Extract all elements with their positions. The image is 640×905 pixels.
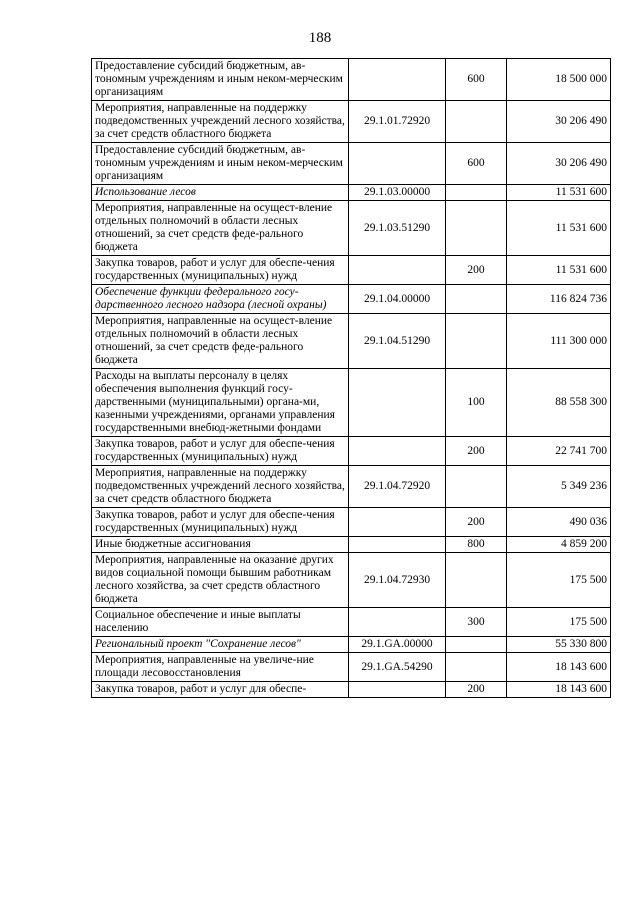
row-code-cell bbox=[349, 369, 446, 437]
row-sum-cell: 5 349 236 bbox=[507, 466, 611, 508]
table-row bbox=[92, 256, 611, 285]
budget-table bbox=[91, 58, 611, 698]
page-number: 188 bbox=[308, 30, 332, 46]
row-sum-cell: 11 531 600 bbox=[507, 256, 611, 285]
row-sum-cell: 55 330 800 bbox=[507, 637, 611, 653]
row-name-cell: Закупка товаров, работ и услуг для обеспе-чения государственных (муниципальных) нужд bbox=[92, 508, 349, 537]
row-type-cell: 300 bbox=[446, 608, 507, 637]
table-row bbox=[92, 185, 611, 201]
row-code-cell: 29.1.03.00000 bbox=[349, 185, 446, 201]
row-name-cell: Мероприятия, направленные на поддержку подведомственных учреждений лесного хозяйства, за счет средств областного бюджета bbox=[92, 101, 349, 143]
row-type-cell: 200 bbox=[446, 437, 507, 466]
table-row bbox=[92, 437, 611, 466]
row-type-cell bbox=[446, 101, 507, 143]
row-name-cell: Иные бюджетные ассигнования bbox=[92, 537, 349, 553]
table-row bbox=[92, 143, 611, 185]
row-sum-cell: 490 036 bbox=[507, 508, 611, 537]
row-type-cell: 600 bbox=[446, 59, 507, 101]
table-row bbox=[92, 508, 611, 537]
row-name-cell: Использование лесов bbox=[92, 185, 349, 201]
row-code-cell bbox=[349, 608, 446, 637]
row-name-cell: Закупка товаров, работ и услуг для обеспе-чения государственных (муниципальных) нужд bbox=[92, 437, 349, 466]
row-name-cell: Региональный проект "Сохранение лесов" bbox=[92, 637, 349, 653]
row-sum-cell: 22 741 700 bbox=[507, 437, 611, 466]
row-sum-cell: 30 206 490 bbox=[507, 143, 611, 185]
row-sum-cell: 4 859 200 bbox=[507, 537, 611, 553]
table-row bbox=[92, 682, 611, 698]
row-code-cell bbox=[349, 537, 446, 553]
row-type-cell bbox=[446, 466, 507, 508]
row-code-cell bbox=[349, 59, 446, 101]
row-type-cell: 200 bbox=[446, 508, 507, 537]
row-type-cell bbox=[446, 314, 507, 369]
table-row bbox=[92, 101, 611, 143]
row-code-cell bbox=[349, 508, 446, 537]
row-type-cell: 100 bbox=[446, 369, 507, 437]
table-row bbox=[92, 201, 611, 256]
row-type-cell: 600 bbox=[446, 143, 507, 185]
row-sum-cell: 18 143 600 bbox=[507, 682, 611, 698]
row-name-cell: Обеспечение функции федерального госу-дарственного лесного надзора (лесной охраны) bbox=[92, 285, 349, 314]
row-sum-cell: 30 206 490 bbox=[507, 101, 611, 143]
row-name-cell: Мероприятия, направленные на оказание других видов социальной помощи бывшим работникам лесного хозяйства, за счет средств областного бюджета bbox=[92, 553, 349, 608]
row-name-cell: Закупка товаров, работ и услуг для обеспе- bbox=[92, 682, 349, 698]
row-type-cell: 200 bbox=[446, 256, 507, 285]
row-code-cell: 29.1.GA.00000 bbox=[349, 637, 446, 653]
row-name-cell: Расходы на выплаты персоналу в целях обеспечения выполнения функций госу-дарственными (муниципальными) органа-ми, казенными учреждениями, органами управления государственными внебюд-жетными фондами bbox=[92, 369, 349, 437]
row-code-cell: 29.1.04.51290 bbox=[349, 314, 446, 369]
table-row bbox=[92, 285, 611, 314]
row-code-cell: 29.1.04.72920 bbox=[349, 466, 446, 508]
row-name-cell: Мероприятия, направленные на осущест-вление отдельных полномочий в области лесных отношений, за счет средств феде-рального бюджета bbox=[92, 201, 349, 256]
row-type-cell: 200 bbox=[446, 682, 507, 698]
row-sum-cell: 18 143 600 bbox=[507, 653, 611, 682]
row-code-cell bbox=[349, 437, 446, 466]
row-type-cell bbox=[446, 553, 507, 608]
row-name-cell: Мероприятия, направленные на увеличе-ние площади лесовосстановления bbox=[92, 653, 349, 682]
table-row bbox=[92, 608, 611, 637]
table-row bbox=[92, 466, 611, 508]
row-code-cell bbox=[349, 143, 446, 185]
row-type-cell bbox=[446, 185, 507, 201]
table-row bbox=[92, 537, 611, 553]
row-code-cell: 29.1.04.00000 bbox=[349, 285, 446, 314]
table-row bbox=[92, 653, 611, 682]
table-row bbox=[92, 553, 611, 608]
row-type-cell bbox=[446, 285, 507, 314]
row-sum-cell: 175 500 bbox=[507, 553, 611, 608]
row-code-cell: 29.1.GA.54290 bbox=[349, 653, 446, 682]
row-name-cell: Мероприятия, направленные на поддержку подведомственных учреждений лесного хозяйства, за счет средств областного бюджета bbox=[92, 466, 349, 508]
row-name-cell: Предоставление субсидий бюджетным, ав-тономным учреждениям и иным неком-мерческим организациям bbox=[92, 59, 349, 101]
row-name-cell: Мероприятия, направленные на осущест-вление отдельных полномочий в области лесных отношений, за счет средств феде-рального бюджета bbox=[92, 314, 349, 369]
table-row bbox=[92, 314, 611, 369]
row-sum-cell: 11 531 600 bbox=[507, 201, 611, 256]
row-name-cell: Закупка товаров, работ и услуг для обеспе-чения государственных (муниципальных) нужд bbox=[92, 256, 349, 285]
row-sum-cell: 88 558 300 bbox=[507, 369, 611, 437]
row-name-cell: Предоставление субсидий бюджетным, ав-тономным учреждениям и иным неком-мерческим организациям bbox=[92, 143, 349, 185]
row-type-cell bbox=[446, 201, 507, 256]
row-sum-cell: 11 531 600 bbox=[507, 185, 611, 201]
row-code-cell: 29.1.04.72930 bbox=[349, 553, 446, 608]
row-sum-cell: 18 500 000 bbox=[507, 59, 611, 101]
row-code-cell: 29.1.03.51290 bbox=[349, 201, 446, 256]
row-name-cell: Социальное обеспечение и иные выплаты населению bbox=[92, 608, 349, 637]
row-code-cell: 29.1.01.72920 bbox=[349, 101, 446, 143]
table-row bbox=[92, 637, 611, 653]
row-sum-cell: 111 300 000 bbox=[507, 314, 611, 369]
row-code-cell bbox=[349, 256, 446, 285]
row-sum-cell: 116 824 736 bbox=[507, 285, 611, 314]
row-type-cell bbox=[446, 653, 507, 682]
row-type-cell bbox=[446, 637, 507, 653]
table-row bbox=[92, 369, 611, 437]
row-sum-cell: 175 500 bbox=[507, 608, 611, 637]
row-code-cell bbox=[349, 682, 446, 698]
budget-table-body bbox=[92, 59, 611, 698]
table-row bbox=[92, 59, 611, 101]
row-type-cell: 800 bbox=[446, 537, 507, 553]
